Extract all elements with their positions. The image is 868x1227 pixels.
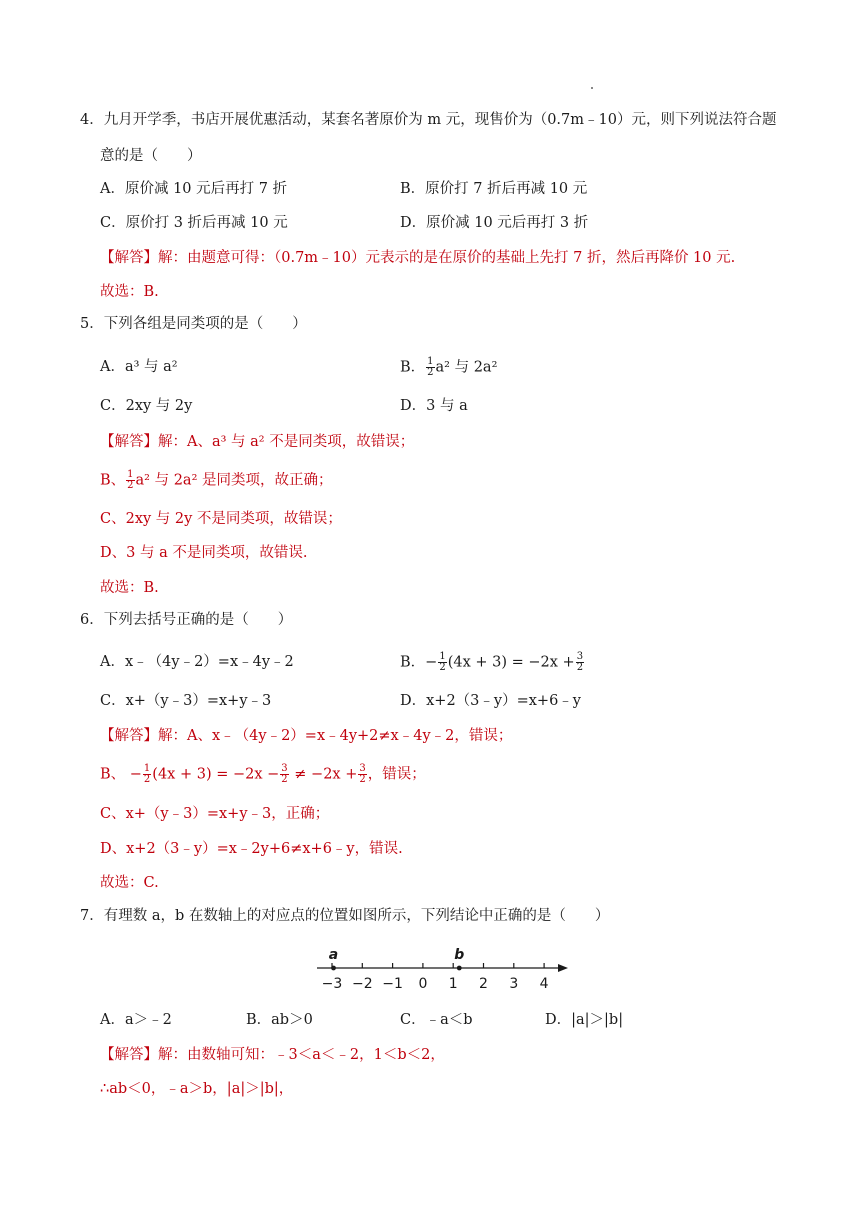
fraction-numerator: 1 (127, 469, 134, 480)
q7-answer-line1 (100, 1045, 445, 1065)
q7-answer-line2: ∴ab＜0，﹣a＞b，|a|＞|b|， (100, 1081, 294, 1097)
q5-answer-line3: C、2xy 与 2y 不是同类项，故错误； (100, 511, 342, 527)
q6-option-b-prefix: B．− (400, 654, 438, 671)
q7-answer-text1: 解：由数轴可知：﹣3＜a＜﹣2，1＜b＜2， (158, 1047, 445, 1063)
number-line-point-label-b: b (454, 947, 465, 963)
q6-answer-line4: D、x+2（3﹣y）=x﹣2y+6≠x+6﹣y，错误. (100, 841, 403, 857)
fraction-numerator: 1 (427, 356, 434, 367)
q6-option-c: C．x+（y﹣3）=x+y﹣3 (100, 693, 272, 709)
fraction-denominator: 2 (127, 480, 134, 491)
fraction-denominator: 2 (439, 662, 446, 673)
q4-choose: 故选：B. (100, 284, 159, 300)
q6-option-b-fraction2 (576, 652, 584, 673)
q6-answer-line2 (100, 764, 426, 785)
q5-option-b-fraction (426, 357, 434, 378)
number-line-tick-label: −3 (321, 976, 343, 992)
fraction-denominator: 2 (576, 662, 584, 673)
q6-option-d: D．x+2（3﹣y）=x+6﹣y (400, 693, 581, 709)
q5-answer-line2-prefix: B、 (100, 472, 126, 489)
q6-answer-line1 (100, 726, 512, 746)
q4-stem-line1: 4．九月开学季，书店开展优惠活动，某套名著原价为 m 元，现售价为（0.7m﹣10）元，则下列说法符合题 (80, 112, 777, 128)
q6-option-b (400, 652, 585, 673)
q7-option-d: D．|a|＞|b| (545, 1012, 624, 1028)
fraction-denominator: 2 (427, 367, 434, 378)
q7-option-b: B．ab＞0 (246, 1012, 313, 1028)
fraction-denominator: 2 (143, 774, 151, 785)
q5-option-b-prefix: B． (400, 359, 426, 376)
number-line-point-b (457, 966, 462, 971)
q5-answer-text1: 解：A、a³ 与 a² 不是同类项，故错误； (158, 434, 415, 450)
q5-answer-line2 (100, 470, 333, 491)
q6-answer-line2-middle: (4x + 3) = −2x − (152, 766, 280, 783)
number-line-arrow (558, 964, 568, 972)
q6-answer-text1: 解：A、x﹣（4y﹣2）=x﹣4y+2≠x﹣4y﹣2，错误； (158, 728, 513, 744)
number-line-tick-label: 2 (479, 976, 488, 992)
q4-option-c: C．原价打 3 折后再减 10 元 (100, 215, 288, 231)
number-line-tick-label: 3 (509, 976, 519, 992)
fraction-numerator: 3 (576, 651, 584, 662)
fraction-denominator: 2 (359, 774, 366, 785)
q5-answer-fraction (126, 470, 134, 491)
q5-option-c: C．2xy 与 2y (100, 398, 193, 414)
q6-option-a: A．x﹣（4y﹣2）=x﹣4y﹣2 (100, 654, 294, 670)
q4-option-b: B．原价打 7 折后再减 10 元 (400, 181, 588, 197)
q6-choose: 故选：C. (100, 875, 159, 891)
number-line-tick-label: 0 (418, 976, 428, 992)
number-line-tick-label: −2 (351, 976, 373, 992)
fraction-numerator: 3 (359, 763, 366, 774)
q7-option-a: A．a＞﹣2 (100, 1012, 172, 1028)
q5-option-a: A．a³ 与 a² (100, 359, 178, 375)
fraction-denominator: 2 (281, 774, 288, 785)
number-line-tick-label: 1 (448, 976, 458, 992)
q4-answer-tag: 【解答】 (100, 250, 158, 266)
q6-answer-fraction1 (143, 764, 151, 785)
q5-option-d: D．3 与 a (400, 398, 468, 414)
q6-answer-fraction2 (280, 764, 288, 785)
q6-answer-line2-suffix: ，错误； (367, 766, 426, 783)
fraction-numerator: 3 (281, 763, 288, 774)
q6-answer-fraction3 (358, 764, 366, 785)
q7-option-c: C．﹣a＜b (400, 1012, 473, 1028)
q4-option-d: D．原价减 10 元后再打 3 折 (400, 215, 589, 231)
q5-option-b-suffix: a² 与 2a² (435, 359, 498, 376)
q7-answer-tag: 【解答】 (100, 1047, 158, 1063)
q6-answer-line2-middle2: ≠ −2x + (289, 766, 358, 783)
q6-answer-line3: C、x+（y﹣3）=x+y﹣3，正确； (100, 806, 330, 822)
q6-answer-line2-prefix: B、 − (100, 766, 142, 783)
q6-option-b-fraction1 (438, 652, 446, 673)
number-line-point-label-a: a (328, 947, 339, 963)
q4-option-a: A．原价减 10 元后再打 7 折 (100, 181, 288, 197)
fraction-numerator: 1 (143, 763, 151, 774)
q7-stem: 7．有理数 a，b 在数轴上的对应点的位置如图所示，下列结论中正确的是（ ） (80, 908, 610, 924)
q4-answer-text: 解：由题意可得：（0.7m﹣10）元表示的是在原价的基础上先打 7 折，然后再降价 10 元. (158, 250, 736, 266)
q6-option-b-middle: (4x + 3) = −2x + (447, 654, 575, 671)
q6-answer-tag: 【解答】 (100, 728, 158, 744)
number-line-point-a (331, 966, 336, 971)
q5-stem: 5．下列各组是同类项的是（ ） (80, 316, 307, 332)
fraction-numerator: 1 (439, 651, 446, 662)
number-line-figure (0, 938, 868, 998)
q5-answer-line1 (100, 432, 414, 452)
page-mark (591, 87, 593, 89)
q4-stem-line2: 意的是（ ） (100, 148, 202, 164)
q5-choose: 故选：B. (100, 580, 159, 596)
q5-answer-line2-suffix: a² 与 2a² 是同类项，故正确； (135, 472, 333, 489)
q4-answer (100, 248, 735, 268)
q5-answer-line4: D、3 与 a 不是同类项，故错误. (100, 545, 308, 561)
q5-option-b (400, 357, 497, 378)
number-line-tick-label: 4 (539, 976, 549, 992)
q5-answer-tag: 【解答】 (100, 434, 158, 450)
q6-stem: 6．下列去括号正确的是（ ） (80, 612, 293, 628)
number-line-tick-label: −1 (382, 976, 403, 992)
